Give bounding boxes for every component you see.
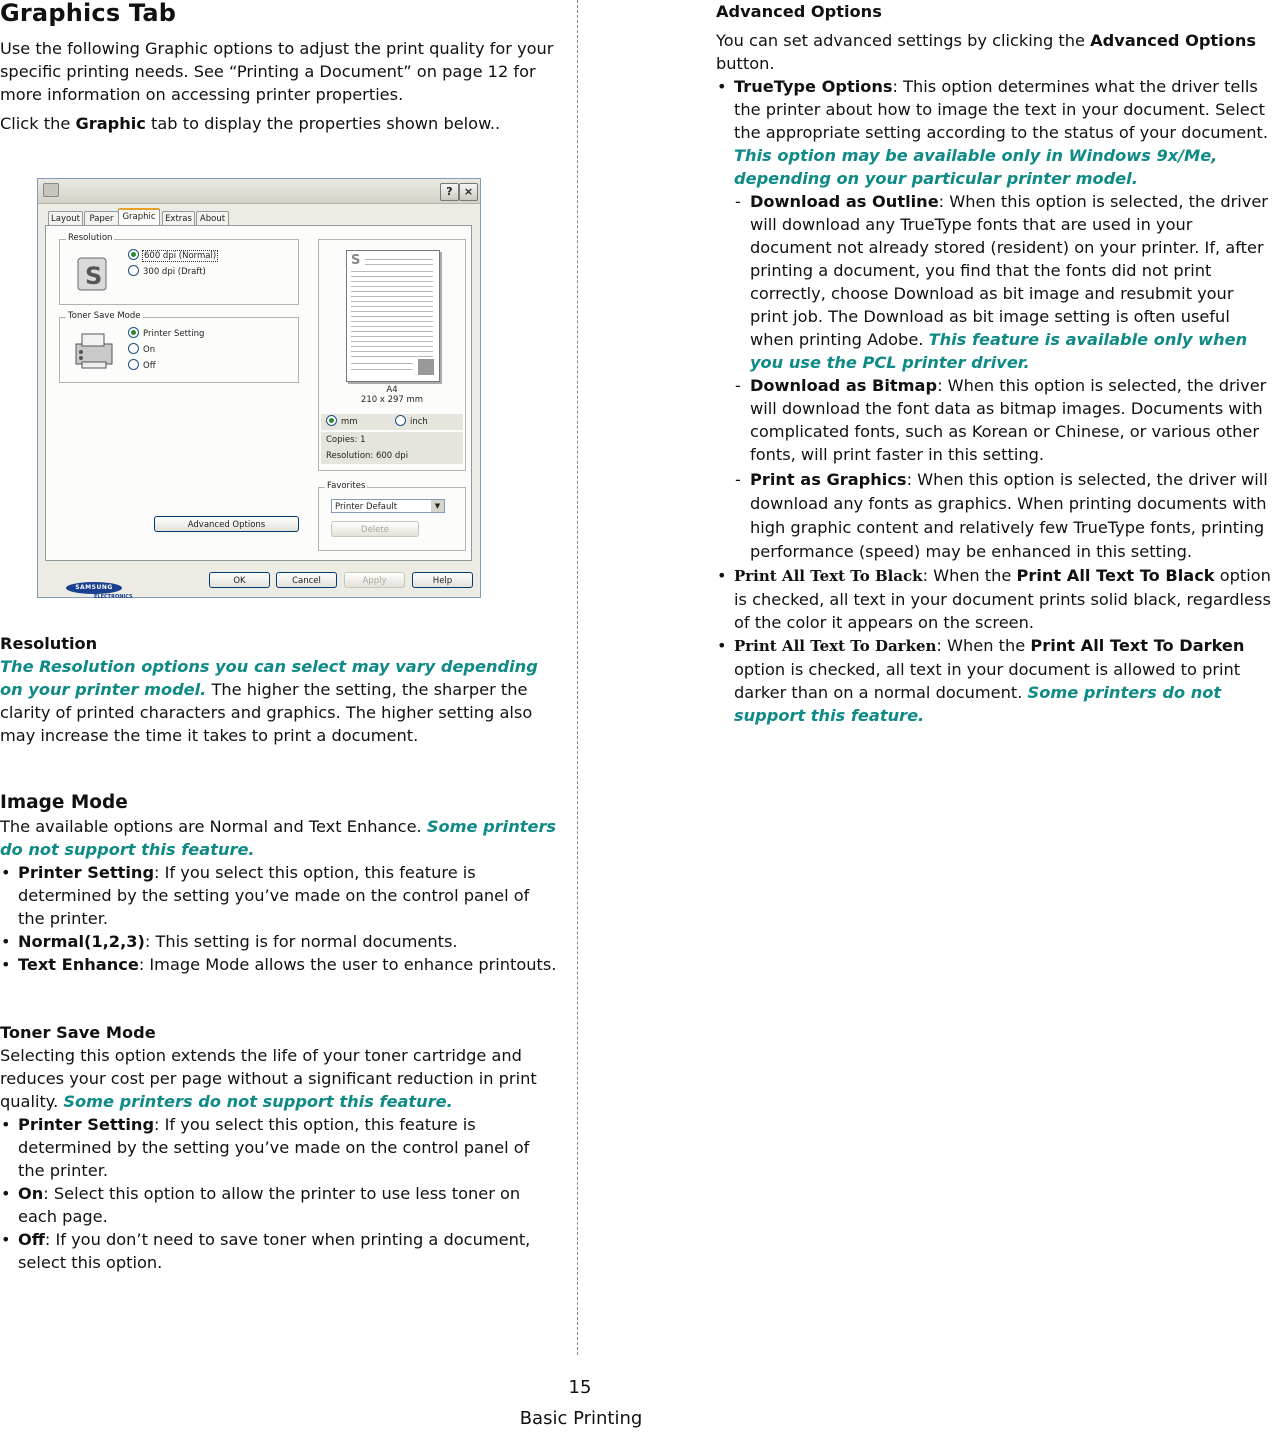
close-button[interactable]: × — [459, 183, 478, 201]
svg-text:S: S — [85, 262, 103, 290]
res-300-radio[interactable]: 300 dpi (Draft) — [128, 265, 206, 277]
toner-section — [0, 1021, 560, 1274]
apply-button[interactable]: Apply — [344, 572, 405, 588]
toner-text: Selecting this option extends the life of your toner cartridge and reduces your cost per page without a significant reduction in print quality. Some printers do not support this feature. — [0, 1046, 537, 1111]
resolution-info-row: Resolution: 600 dpi — [321, 448, 463, 464]
samsung-logo: SAMSUNG ELECTRONICS — [66, 582, 136, 602]
click-instruction: Click the Graphic tab to display the properties shown below.. — [0, 114, 501, 133]
paper-preview — [346, 250, 440, 382]
page-title: Graphics Tab — [0, 0, 177, 27]
image-mode-text: The available options are Normal and Text Enhance. Some printers do not support this feature. — [0, 817, 557, 859]
list-item: • Print All Text To Black: When the Print All Text To Black option is checked, all text in your document prints solid black, regardless of the color it appears on the screen. — [716, 564, 1272, 634]
ok-button[interactable]: OK — [209, 572, 270, 588]
toner-printer-icon — [72, 330, 118, 372]
list-item: • Printer Setting: If you select this option, this feature is determined by the setting you’ve made on the control panel of the printer. — [0, 1113, 560, 1182]
favorites-label: Favorites — [327, 481, 366, 491]
toner-group-label: Toner Save Mode — [68, 311, 141, 321]
copies-row: Copies: 1 — [321, 432, 463, 448]
resolution-group-label: Resolution — [68, 233, 113, 243]
advanced-options-button[interactable]: Advanced Options — [154, 516, 299, 532]
image-mode-section — [0, 791, 560, 976]
printer-properties-dialog — [37, 178, 481, 598]
sub-item: - Download as Outline: When this option is selected, the driver will download any TrueType fonts that are used in your document not already stored (resident) on your printer. If, after printing a document, you find that the fonts did not print correctly, choose Download as bit image and resubmit your print job. The Download as bit image setting is often useful when printing Adobe. This feature is available only when you use the PCL printer driver. — [735, 192, 1268, 372]
favorites-group — [318, 481, 466, 551]
advanced-options-body — [716, 29, 1272, 727]
page-preview — [318, 239, 466, 471]
list-item: • Text Enhance: Image Mode allows the user to enhance printouts. — [0, 953, 560, 976]
list-item: • Off: If you don’t need to save toner when printing a document, select this option. — [0, 1228, 560, 1274]
sub-item: - Print as Graphics: When this option is selected, the driver will download any fonts as graphics. When printing documents with high graphic content and relatively few TrueType fonts, printing performance (speed) may be enhanced in this setting. — [735, 470, 1268, 561]
image-mode-list — [0, 861, 560, 976]
delete-button[interactable]: Delete — [331, 521, 419, 537]
page-number: 15 — [568, 1377, 592, 1398]
paper-letter: S — [351, 253, 361, 268]
sub-item: - Download as Bitmap: When this option is selected, the driver will download the font data as bitmap images. Documents with complicated fonts, such as Korean or Chinese, or various other fonts, will print faster in this setting. — [735, 376, 1267, 464]
tab-extras[interactable]: Extras — [162, 211, 195, 226]
help-title-button[interactable]: ? — [440, 183, 459, 201]
printer-icon — [43, 183, 59, 197]
res-600-radio[interactable]: 600 dpi (Normal) — [128, 249, 217, 261]
unit-inch-radio[interactable]: inch — [395, 414, 428, 430]
intro-paragraph: Use the following Graphic options to adjust the print quality for your specific printing needs. See “Printing a Document” on page 12 for more information on accessing printer properties. — [0, 39, 554, 104]
tab-about[interactable]: About — [196, 211, 229, 226]
favorites-select[interactable]: Printer Default ▼ — [331, 499, 445, 513]
advanced-list — [716, 75, 1272, 727]
help-button[interactable]: Help — [412, 572, 473, 588]
image-mode-heading: Image Mode — [0, 792, 128, 813]
resolution-s-icon — [76, 256, 110, 294]
advanced-options-heading: Advanced Options — [716, 2, 882, 21]
tab-graphic[interactable]: Graphic — [118, 208, 160, 227]
resolution-group — [59, 233, 299, 305]
list-item: • On: Select this option to allow the printer to use less toner on each page. — [0, 1182, 560, 1228]
toner-list — [0, 1113, 560, 1274]
toner-off-radio[interactable]: Off — [128, 359, 156, 371]
list-item: • TrueType Options: This option determines what the driver tells the printer about how to image the text in your document. Select the appropriate setting according to the status of your document. This option may be available only in Windows 9x/Me, depending on your particular printer model. - Download as Outline: When this option is selected, the driver will download any TrueType fonts that are used in your document not already stored (resident) on your printer. If, after printing a document, you find that the fonts did not print correctly, choose Download as bit image and resubmit your print job. The Download as bit image setting is often useful when printing Adobe. This feature is available only when you use the PCL printer driver. - Download as Bitmap: When this option is selected, the driver will download the font data as bitmap images. Documents with complicated fonts, such as Korean or Chinese, or various other fonts, will print faster in this setting. - Print as Graphics: When this option is selected, the driver will download any fonts as graphics. When printing documents with high graphic content and relatively few TrueType fonts, printing performance (speed) may be enhanced in this setting. — [716, 75, 1272, 564]
units-row — [321, 414, 463, 430]
cancel-button[interactable]: Cancel — [276, 572, 337, 588]
paper-size-label: A4 210 x 297 mm — [360, 385, 424, 405]
column-divider — [577, 0, 578, 1355]
footer-section-title: Basic Printing — [519, 1408, 643, 1429]
list-item: • Printer Setting: If you select this option, this feature is determined by the setting you’ve made on the control panel of the printer. — [0, 861, 560, 930]
toner-on-radio[interactable]: On — [128, 343, 155, 355]
toner-heading: Toner Save Mode — [0, 1023, 156, 1042]
resolution-section — [0, 632, 560, 747]
tab-layout[interactable]: Layout — [48, 211, 83, 226]
list-item: • Print All Text To Darken: When the Print All Text To Darken option is checked, all text in your document is allowed to print darker than on a normal document. Some printers do not support this feature. — [716, 634, 1272, 727]
resolution-heading: Resolution — [0, 634, 98, 653]
dialog-titlebar — [38, 179, 480, 204]
list-item: • Normal(1,2,3): This setting is for normal documents. — [0, 930, 560, 953]
resolution-text: The Resolution options you can select may vary depending on your printer model. The higher the setting, the sharper the clarity of printed characters and graphics. The higher setting also may increase the time it takes to print a document. — [0, 657, 538, 745]
chevron-down-icon[interactable]: ▼ — [431, 500, 444, 512]
advanced-intro: You can set advanced settings by clicking the Advanced Options button. — [716, 31, 1256, 73]
tab-paper[interactable]: Paper — [84, 211, 119, 226]
toner-group — [59, 311, 299, 383]
unit-mm-radio[interactable]: mm — [326, 417, 358, 427]
toner-printer-setting-radio[interactable]: Printer Setting — [128, 327, 204, 339]
